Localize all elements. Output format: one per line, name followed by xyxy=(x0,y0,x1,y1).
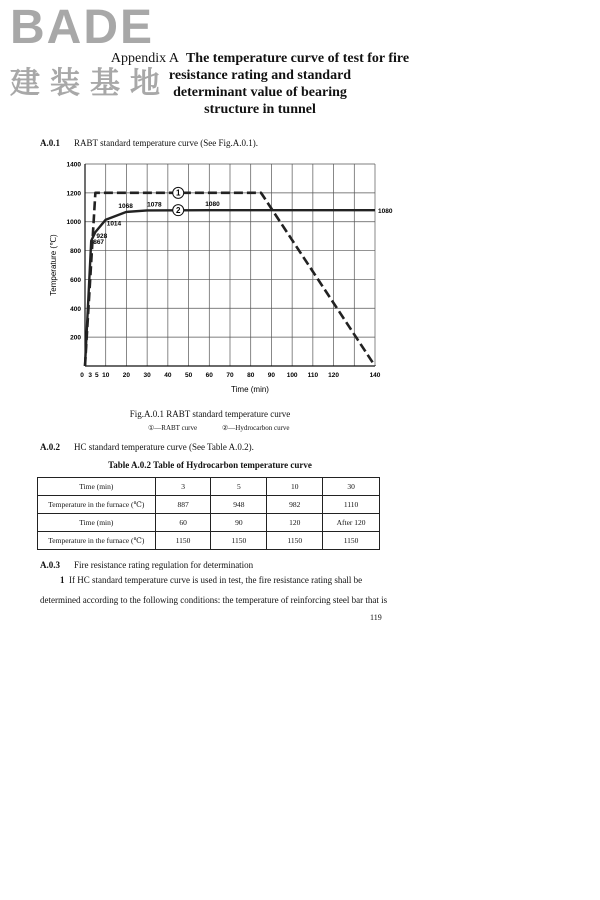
table-cell: 5 xyxy=(211,478,267,496)
y-axis-label: Temperature (℃) xyxy=(49,234,58,296)
x-tick-label: 100 xyxy=(286,372,298,379)
table-cell: 1150 xyxy=(323,532,380,550)
data-label: 1014 xyxy=(106,220,122,228)
x-tick-label: 0 xyxy=(80,372,84,379)
section-a01 xyxy=(40,138,258,148)
section-a02-text: HC standard temperature curve (See Table A.0.2). xyxy=(74,442,254,452)
table-cell: 3 xyxy=(155,478,211,496)
table-cell: After 120 xyxy=(323,514,380,532)
table-cell: 1110 xyxy=(323,496,380,514)
paragraph-line-2: determined according to the following conditions: the temperature of reinforcing steel bar that is xyxy=(40,595,388,605)
x-tick-label: 5 xyxy=(95,372,99,379)
data-label: 867 xyxy=(93,238,105,246)
table-cell: Temperature in the furnace (℃) xyxy=(38,496,156,514)
x-axis-label: Time (min) xyxy=(231,385,269,394)
y-tick-label: 1400 xyxy=(66,161,81,169)
x-tick-label: 10 xyxy=(102,372,110,379)
table-row xyxy=(38,514,380,532)
x-tick-label: 40 xyxy=(164,372,172,379)
x-tick-label: 20 xyxy=(122,372,131,379)
x-tick-label: 50 xyxy=(184,372,193,379)
table-cell: 90 xyxy=(211,514,267,532)
title-line-4: structure in tunnel xyxy=(204,102,316,117)
section-a01-text: RABT standard temperature curve (See Fig.A.0.1). xyxy=(74,138,259,148)
title-line-2: resistance rating and standard xyxy=(168,68,352,83)
appendix-label: Appendix A xyxy=(110,51,179,66)
table-cell: 1150 xyxy=(155,532,211,550)
legend-hydrocarbon: ②—Hydrocarbon curve xyxy=(222,424,290,432)
curve-marker-number: 1 xyxy=(175,188,181,198)
table-cell: 120 xyxy=(267,514,323,532)
section-a03-text: Fire resistance rating regulation for determination xyxy=(74,560,254,570)
data-label: 928 xyxy=(96,233,108,241)
table-row xyxy=(38,496,380,514)
x-tick-label: 3 xyxy=(88,372,93,379)
y-tick-label: 600 xyxy=(70,276,81,284)
x-tick-label: 70 xyxy=(226,372,234,379)
data-label: 1068 xyxy=(118,202,133,210)
table-cell: 887 xyxy=(155,496,211,514)
y-tick-label: 1200 xyxy=(66,190,81,198)
section-a03 xyxy=(40,560,253,570)
logo-watermark-chinese: 建装基地 xyxy=(10,66,170,101)
table-cell: 982 xyxy=(267,496,323,514)
paragraph-line-1: If HC standard temperature curve is used in test, the fire resistance rating shall be xyxy=(69,575,363,585)
section-a03-number: A.0.3 xyxy=(40,560,60,570)
section-a02-number: A.0.2 xyxy=(40,442,60,452)
x-tick-label: 140 xyxy=(369,372,381,379)
section-a01-number: A.0.1 xyxy=(40,138,60,148)
y-tick-label: 400 xyxy=(70,305,81,313)
hydrocarbon-table xyxy=(37,477,380,550)
section-a02 xyxy=(40,442,254,452)
y-tick-label: 1000 xyxy=(66,219,81,227)
table-cell: Time (min) xyxy=(38,514,156,532)
chart-data-labels xyxy=(93,187,393,246)
paragraph-number: 1 xyxy=(60,575,65,585)
curve-marker-number: 2 xyxy=(175,205,181,215)
title-line-1: The temperature curve of test for fire xyxy=(185,51,410,66)
table-cell: Temperature in the furnace (℃) xyxy=(38,532,156,550)
figure-caption: Fig.A.0.1 RABT standard temperature curve xyxy=(129,409,291,419)
chart-grid xyxy=(85,164,375,366)
table-row xyxy=(38,532,380,550)
legend-rabt: ①—RABT curve xyxy=(148,424,198,432)
y-tick-label: 800 xyxy=(70,248,81,256)
paragraph xyxy=(40,570,390,610)
table-cell: 60 xyxy=(155,514,211,532)
table-cell: Time (min) xyxy=(38,478,156,496)
y-tick-label: 200 xyxy=(70,334,81,342)
table-row xyxy=(38,478,380,496)
x-tick-label: 80 xyxy=(247,372,255,379)
table-cell: 1150 xyxy=(267,532,323,550)
data-label: 1078 xyxy=(147,201,162,209)
logo-watermark-text: BADE xyxy=(10,1,155,54)
table-cell: 1150 xyxy=(211,532,267,550)
title-line-3: determinant value of bearing xyxy=(173,85,347,100)
x-tick-label: 90 xyxy=(267,372,276,379)
x-tick-label: 120 xyxy=(328,372,340,379)
x-tick-label: 110 xyxy=(307,372,319,379)
x-tick-label: 60 xyxy=(205,372,213,379)
rabt-chart xyxy=(40,150,400,400)
table-cell: 948 xyxy=(211,496,267,514)
page-title xyxy=(110,50,410,118)
table-title: Table A.0.2 Table of Hydrocarbon temperature curve xyxy=(108,460,312,470)
table-cell: 30 xyxy=(323,478,380,496)
page-number: 119 xyxy=(370,613,382,622)
data-label: 1080 xyxy=(205,201,220,209)
x-tick-label: 30 xyxy=(143,372,151,379)
data-label: 1080 xyxy=(378,208,393,216)
table-cell: 10 xyxy=(267,478,323,496)
